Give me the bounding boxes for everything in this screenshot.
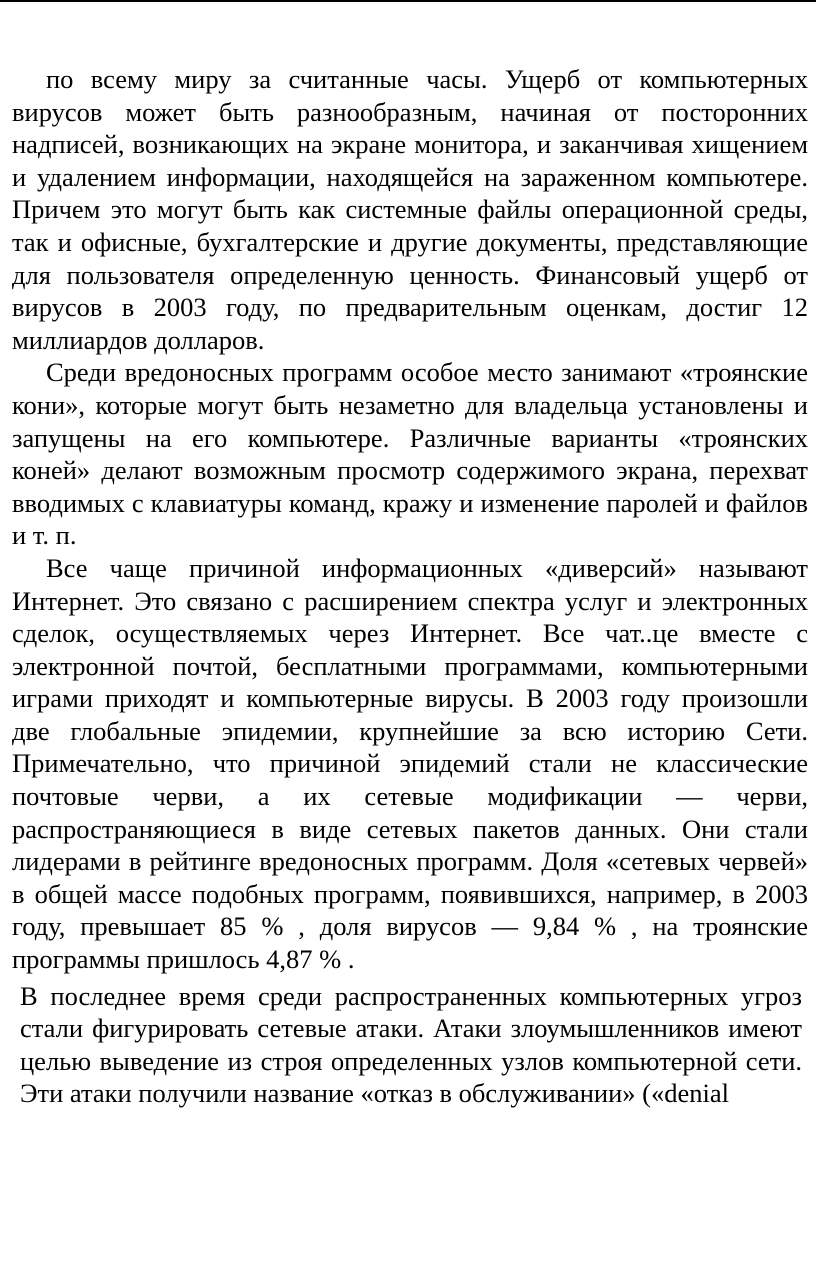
top-border-rule: [0, 0, 816, 2]
paragraph-trojan-horses: Среди вредоносных программ особое место занимают «троянские кони», которые могут быть незаметно для владельца установлены и запущены на его компьютере. Различные варианты «троянских коней» делают возможным просмотр содержимого экрана, перехват вводимых с клавиатуры команд, кражу и изменение паролей и файлов и т. п.: [12, 357, 808, 551]
paragraph-virus-damage: по всему миру за считанные часы. Ущерб от компьютерных вирусов может быть разнообразным, начиная от посторонних надписей, возникающих на экране монитора, и заканчивая хищением и удалением информации, находящейся на зараженном компьютере. Причем это могут быть как системные файлы операционной среды, так и офисные, бухгалтерские и другие документы, представляющие для пользователя определенную ценность. Финансовый ущерб от вирусов в 2003 году, по предварительным оценкам, достиг 12 миллиардов долларов.: [12, 64, 808, 355]
paragraph-network-attacks: В последнее время среди распространенных компьютерных угроз стали фигурировать сетевые атаки. Атаки злоумышленников имеют целью выведение из строя определенных узлов компьютерной сети. Эти атаки получили название «отказ в обслуживании» («denial: [20, 980, 802, 1109]
document-page: [12, 63, 808, 1110]
paragraph-internet-diversions: Все чаще причиной информационных «диверсий» называют Интернет. Это связано с расширением спектра услуг и электронных сделок, осуществляемых через Интернет. Все чат..це вместе с электронной почтой, бесплатными программами, компьютерными играми приходят и компьютерные вирусы. В 2003 году произошли две глобальные эпидемии, крупнейшие за всю историю Сети. Примечательно, что причиной эпидемий стали не классические почтовые черви, а их сетевые модификации — черви, распространяющиеся в виде сетевых пакетов данных. Они стали лидерами в рейтинге вредоносных программ. Доля «сетевых червей» в общей массе подобных программ, появившихся, например, в 2003 году, превышает 85 % , доля вирусов — 9,84 % , на троянские программы пришлось 4,87 % .: [12, 552, 808, 975]
